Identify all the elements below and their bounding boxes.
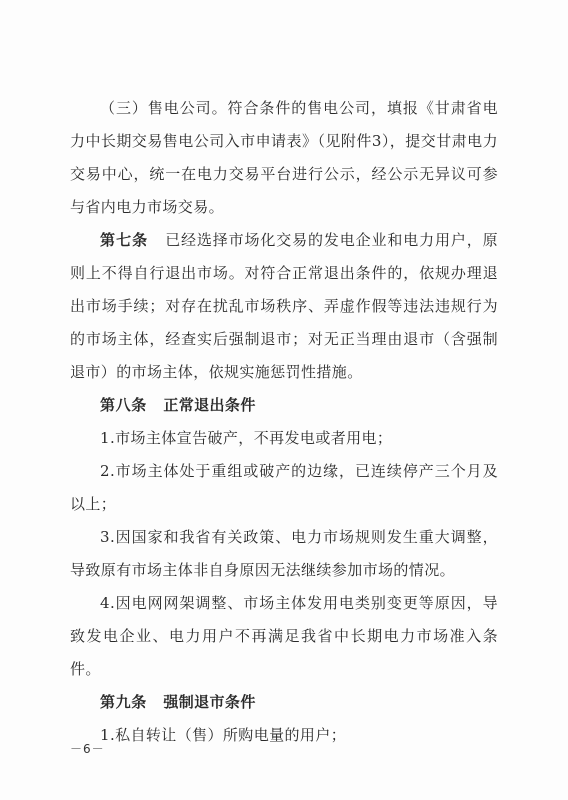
paragraph-retail-company: （三）售电公司。符合条件的售电公司，填报《甘肃省电力中长期交易售电公司入市申请表》（见附件3），提交甘肃电力交易中心，统一在电力交易平台进行公示，经公示无异议可参与省内电力市场交易。 (70, 99, 498, 216)
article-9-item-1: 1.私自转让（售）所购电量的用户； (100, 726, 347, 744)
article-9-heading: 强制退市条件 (163, 693, 256, 711)
document-body (70, 92, 498, 752)
article-8 (70, 389, 498, 422)
article-8-item-1: 1.市场主体宣告破产，不再发电或者用电； (100, 429, 393, 447)
article-9 (70, 686, 498, 719)
article-8-item-4: 4.因电网网架调整、市场主体发用电类别变更等原因，导致发电企业、电力用户不再满足我省中长期电力市场准入条件。 (70, 594, 498, 678)
article-8-item-2: 2.市场主体处于重组或破产的边缘，已连续停产三个月及以上； (70, 462, 498, 513)
article-8-heading: 正常退出条件 (163, 396, 256, 414)
article-7 (70, 224, 498, 389)
article-9-number: 第九条 (100, 693, 147, 711)
article-7-number: 第七条 (100, 231, 149, 249)
article-8-item-3: 3.因国家和我省有关政策、电力市场规则发生重大调整，导致原有市场主体非自身原因无法继续参加市场的情况。 (70, 528, 498, 579)
page-number: －6－ (70, 742, 105, 756)
article-7-text: 已经选择市场化交易的发电企业和电力用户，原则上不得自行退出市场。对符合正常退出条件的，依规办理退出市场手续；对存在扰乱市场秩序、弄虚作假等违法违规行为的市场主体，经查实后强制退市；对无正当理由退市（含强制退市）的市场主体，依规实施惩罚性措施。 (70, 231, 498, 381)
article-8-number: 第八条 (100, 396, 147, 414)
